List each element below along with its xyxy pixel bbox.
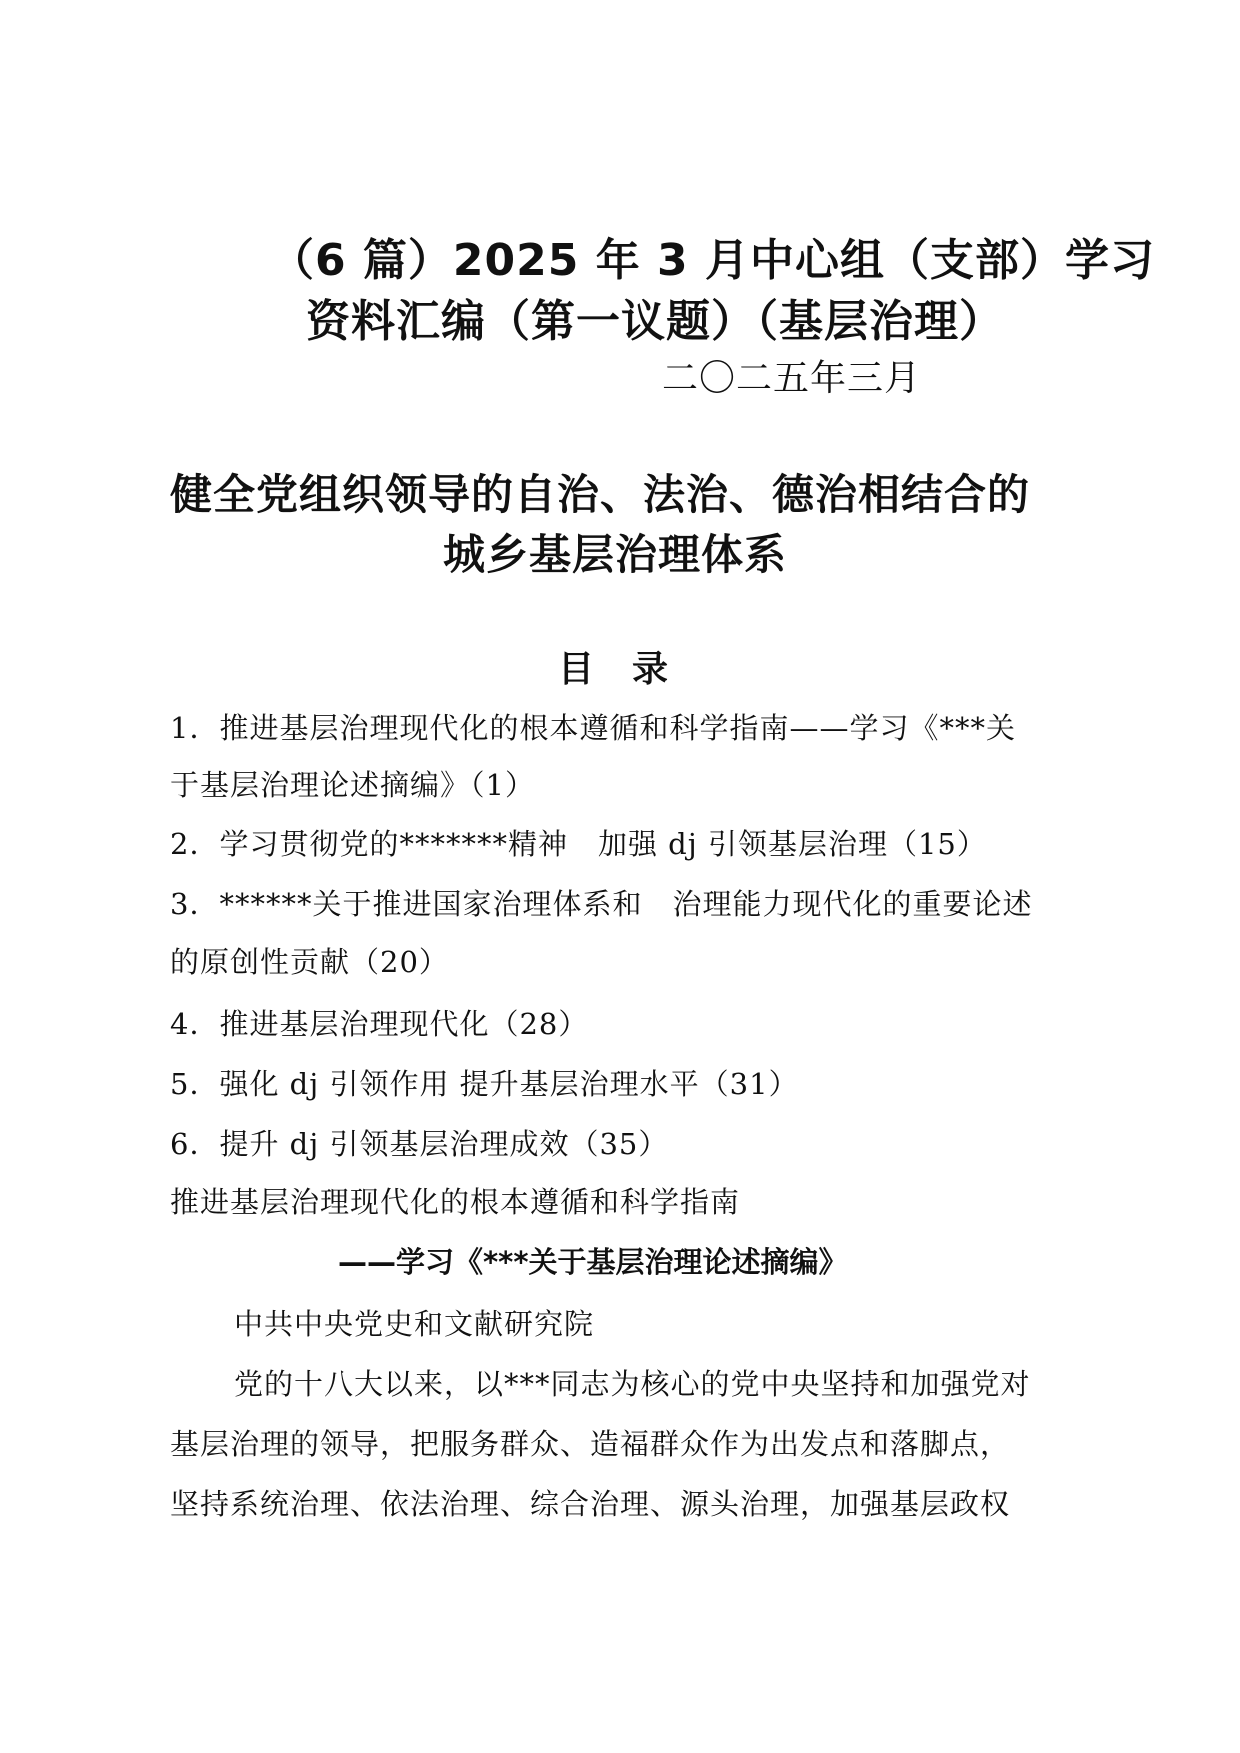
document-date: 二〇二五年三月 xyxy=(662,358,922,399)
toc-entry-3-line-1: 3．******关于推进国家治理体系和 治理能力现代化的重要论述 xyxy=(170,887,1033,921)
toc-entry-1-line-1: 1．推进基层治理现代化的根本遵循和科学指南——学习《***关 xyxy=(170,711,1016,745)
document-title-line-2: 资料汇编（第一议题）（基层治理） xyxy=(306,296,1004,347)
toc-entry-4: 4．推进基层治理现代化（28） xyxy=(170,1007,589,1041)
toc-entry-5: 5．强化 dj 引领作用 提升基层治理水平（31） xyxy=(170,1067,799,1101)
article-title: 推进基层治理现代化的根本遵循和科学指南 xyxy=(170,1185,741,1219)
topic-title-line-2: 城乡基层治理体系 xyxy=(443,530,788,579)
toc-heading: 目录 xyxy=(558,649,707,690)
article-author: 中共中央党史和文献研究院 xyxy=(234,1307,595,1341)
toc-entry-2: 2．学习贯彻党的*******精神 加强 dj 引领基层治理（15） xyxy=(170,827,987,861)
toc-entry-6: 6．提升 dj 引领基层治理成效（35） xyxy=(170,1127,669,1161)
paragraph-line-3: 坚持系统治理、依法治理、综合治理、源头治理，加强基层政权 xyxy=(170,1487,1011,1521)
paragraph-line-1: 党的十八大以来，以***同志为核心的党中央坚持和加强党对 xyxy=(234,1367,1031,1401)
paragraph-line-2: 基层治理的领导，把服务群众、造福群众作为出发点和落脚点， xyxy=(170,1427,1011,1461)
topic-title-line-1: 健全党组织领导的自治、法治、德治相结合的 xyxy=(170,470,1031,519)
toc-entry-3-line-2: 的原创性贡献（20） xyxy=(170,945,449,979)
document-title-line-1: （6 篇）2025 年 3 月中心组（支部）学习 xyxy=(270,235,1155,286)
toc-entry-1-line-2: 于基层治理论述摘编》（1） xyxy=(170,768,535,802)
article-subtitle: ——学习《***关于基层治理论述摘编》 xyxy=(338,1245,848,1279)
